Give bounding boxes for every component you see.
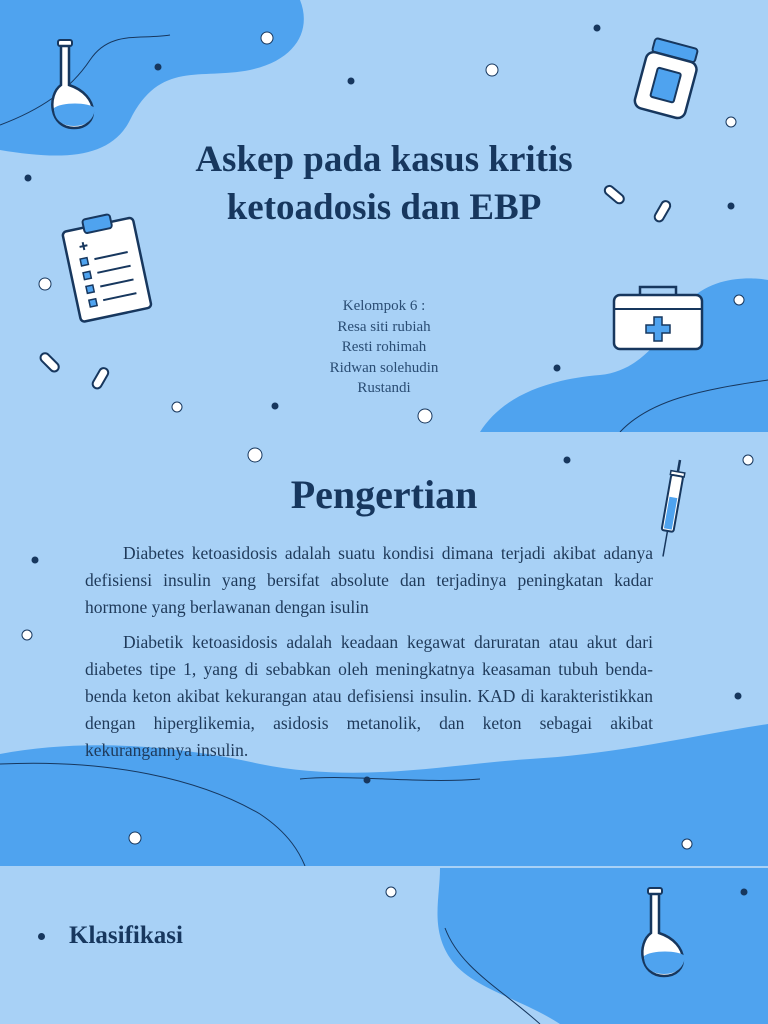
slide-title [0, 136, 768, 232]
medicine-bottle-icon [633, 37, 702, 120]
member-name: Ridwan solehudin [329, 359, 439, 376]
title-line-2: ketoadosis dan EBP [226, 187, 542, 228]
definition-slide [0, 434, 768, 866]
group-label: Kelompok 6 : [342, 298, 426, 314]
member-name: Resti rohimah [341, 339, 427, 355]
title-line-1: Askep pada kasus kritis [195, 139, 573, 180]
section-heading: Pengertian [290, 472, 478, 517]
blob-top-left [0, 0, 304, 156]
member-name: Resa siti rubiah [337, 318, 431, 335]
paragraph-1: Diabetes ketoasidosis adalah suatu kondisi dimana terjadi akibat adanya defisiensi insulin yang bersifat absolute dan terjadinya peningkatan kadar hormone yang berlawanan dengan isulin [85, 543, 653, 617]
classification-slide [0, 868, 768, 1024]
blob-right [438, 868, 768, 1024]
group-members [0, 296, 768, 399]
member-name: Rustandi [357, 380, 411, 396]
bullet-item [38, 922, 183, 950]
bullet-icon [38, 933, 45, 940]
title-slide [0, 0, 768, 432]
definition-text [85, 540, 653, 772]
bullet-label: Klasifikasi [69, 922, 183, 949]
paragraph-2: Diabetik ketoasidosis adalah keadaan kegawat daruratan atau akut dari diabetes tipe 1, yang di sebabkan oleh meningkatnya keasaman tubuh benda-benda keton akibat kekurangan atau defisiensi insulin. KAD di karakteristikkan dengan hiperglikemia, asidosis metanolik, dan keton sebagai akibat kekurangannya insulin. [85, 632, 653, 760]
